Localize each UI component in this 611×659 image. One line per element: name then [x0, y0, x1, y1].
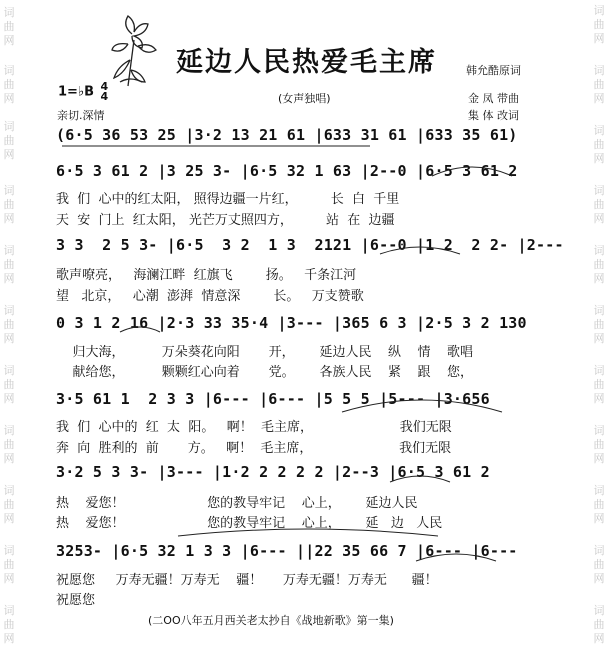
source-footnote: (二OO八年五月西关老太抄自《战地新歌》第一集) [148, 614, 394, 627]
watermark-text: 词曲网 [3, 484, 15, 525]
lyric-line: 归大海， 万朵葵花向阳 开， 延边人民 纵 情 歌唱 [56, 345, 474, 360]
watermark-text: 词曲网 [593, 424, 605, 465]
lyric-line: 热 爱您！ 您的教导牢记 心上， 延边人民 [56, 496, 418, 511]
lyric-line: 天 安 门上 红太阳， 光芒万丈照四方， 站 在 边疆 [56, 213, 395, 228]
lyric-line: 祝愿您 [56, 593, 96, 608]
watermark-text: 词曲网 [3, 544, 15, 585]
song-title: 延边人民热爱毛主席 [176, 47, 437, 78]
watermark-text: 词曲网 [3, 424, 15, 465]
watermark-text: 词曲网 [3, 120, 15, 161]
notation-row: 3·5 61 1 2 3 3 |6--- |6--- |5 5 5 |5--- |3·656 [56, 390, 490, 408]
watermark-text: 词曲网 [3, 6, 15, 47]
notation-row: 3·2 5 3 3- |3--- |1·2 2 2 2 2 |2--3 |6·5 3 61 2 [56, 463, 490, 481]
tempo-marking: 亲切.深情 [57, 109, 105, 122]
watermark-text: 词曲网 [3, 64, 15, 105]
watermark-text: 词曲网 [593, 64, 605, 105]
lyric-line: 我 们 心中的 红 太 阳。 啊！ 毛主席， 我们无限 [56, 420, 452, 435]
lyric-line: 望 北京， 心潮 澎湃 情意深 长。 万支赞歌 [56, 289, 364, 304]
notation-row: 0 3 1 2 16 |2·3 33 35·4 |3--- |365 6 3 |2·5 3 2 130 [56, 314, 527, 332]
key-signature-text: 1=♭B [58, 84, 94, 100]
watermark-text: 词曲网 [593, 484, 605, 525]
notation-row: 3253- |6·5 32 1 3 3 |6--- ||22 35 66 7 |6--- |6--- [56, 542, 518, 560]
lyric-line: 我 们 心中的红太阳， 照得边疆一片红， 长 白 千里 [56, 192, 400, 207]
watermark-text: 词曲网 [593, 544, 605, 585]
original-lyrics-credit: 韩允酷原词 [466, 64, 521, 77]
lyricist-credit: 集 体 改词 [468, 109, 519, 122]
notation-row: 3 3 2 5 3- |6·5 3 2 1 3 2121 |6--0 |1 2 2 2- |2--- [56, 236, 564, 254]
watermark-text: 词曲网 [3, 604, 15, 645]
watermark-text: 词曲网 [3, 184, 15, 225]
watermark-text: 词曲网 [3, 304, 15, 345]
watermark-text: 词曲网 [3, 364, 15, 405]
watermark-text: 词曲网 [3, 244, 15, 285]
watermark-text: 词曲网 [593, 604, 605, 645]
lyric-line: 奔 向 胜利的 前 方。 啊！ 毛主席， 我们无限 [56, 441, 452, 456]
time-signature-bottom: 4 [100, 90, 109, 103]
watermark-text: 词曲网 [593, 364, 605, 405]
watermark-text: 词曲网 [593, 244, 605, 285]
lyric-line: 歌声嘹亮， 海澜江畔 红旗飞 扬。 千条江河 [56, 268, 357, 283]
watermark-text: 词曲网 [593, 4, 605, 45]
watermark-text: 词曲网 [593, 124, 605, 165]
lyric-line: 热 爱您！ 您的教导牢记 心上， 延 边 人民 [56, 516, 443, 531]
watermark-text: 词曲网 [593, 304, 605, 345]
notation-row: (6·5 36 53 25 |3·2 13 21 61 |633 31 61 |633 35 61) [56, 126, 518, 144]
notation-row: 6·5 3 61 2 |3 25 3- |6·5 32 1 63 |2--0 |6·5 3 61 2 [56, 162, 518, 180]
lyric-line: 祝愿您 万寿无疆！万寿无 疆！ 万寿无疆！万寿无 疆！ [56, 573, 438, 588]
lyric-line: 献给您， 颗颗红心向着 党。 各族人民 紧 跟 您， [56, 365, 474, 380]
performance-note: (女声独唱) [278, 92, 331, 105]
watermark-text: 词曲网 [593, 184, 605, 225]
time-signature-top: 4 [100, 80, 109, 93]
composer-credit: 金 凤 带曲 [468, 92, 519, 105]
